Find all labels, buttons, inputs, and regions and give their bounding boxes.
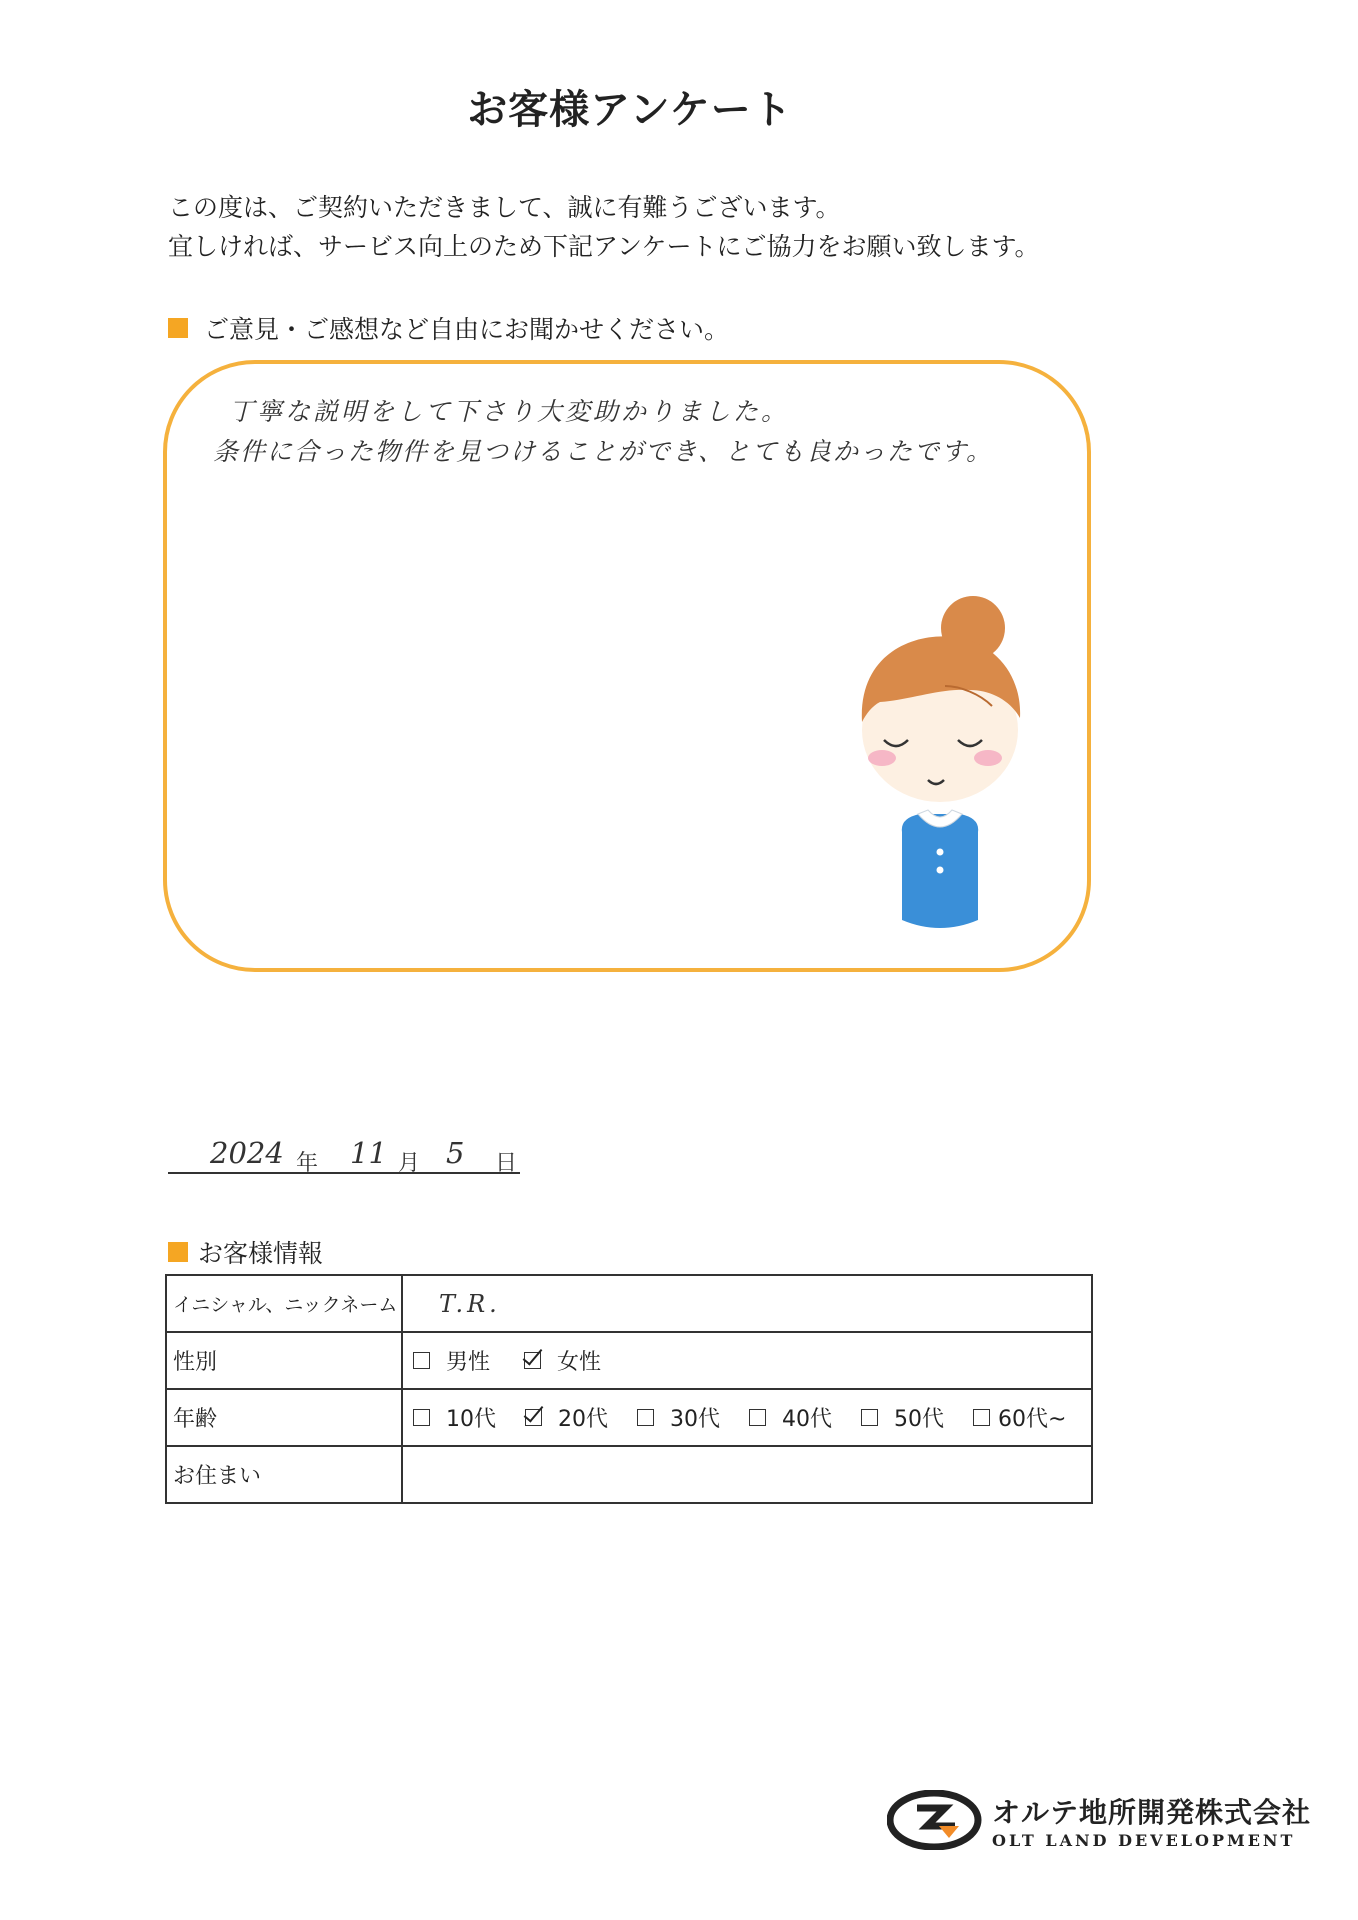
button-2 bbox=[937, 867, 944, 874]
orange-square-icon bbox=[168, 318, 188, 338]
age-option-40s[interactable] bbox=[749, 1402, 832, 1433]
opinion-heading bbox=[168, 310, 729, 346]
company-logo-icon bbox=[887, 1790, 982, 1850]
age-option-50s[interactable] bbox=[861, 1402, 944, 1433]
gender-option-male[interactable] bbox=[413, 1345, 490, 1376]
residence-label: お住まい bbox=[166, 1446, 402, 1503]
date-year: 2024 bbox=[210, 1136, 284, 1170]
gender-label: 性別 bbox=[166, 1332, 402, 1389]
button-1 bbox=[937, 849, 944, 856]
comment-line-1: 丁寧な説明をして下さり大変助かりました。 bbox=[229, 397, 790, 426]
gender-option-label: 女性 bbox=[557, 1350, 602, 1375]
company-logo bbox=[887, 1790, 1311, 1850]
customer-info-table bbox=[165, 1274, 1093, 1504]
gender-row bbox=[166, 1332, 1092, 1389]
checkbox-60s-plus[interactable] bbox=[973, 1409, 990, 1426]
bowing-staff-illustration bbox=[840, 590, 1040, 970]
intro-line-2: 宜しければ、サービス向上のため下記アンケートにご協力をお願い致します。 bbox=[168, 232, 1040, 261]
checkbox-female[interactable] bbox=[524, 1352, 541, 1369]
intro-text bbox=[168, 188, 1040, 266]
initials-value: T.R. bbox=[439, 1289, 501, 1318]
age-option-20s[interactable] bbox=[525, 1402, 608, 1433]
gender-option-label: 男性 bbox=[446, 1350, 491, 1375]
checkbox-50s[interactable] bbox=[861, 1409, 878, 1426]
age-option-label: 50代 bbox=[894, 1407, 944, 1432]
comment-line-2: 条件に合った物件を見つけることができ、とても良かったです。 bbox=[213, 437, 994, 466]
initials-field[interactable] bbox=[402, 1275, 1092, 1332]
customer-heading bbox=[168, 1234, 323, 1270]
initials-label: イニシャル、ニックネーム bbox=[166, 1275, 402, 1332]
age-option-label: 10代 bbox=[446, 1407, 496, 1432]
opinion-heading-text: ご意見・ご感想など自由にお聞かせください。 bbox=[204, 315, 730, 344]
left-cheek bbox=[868, 750, 896, 766]
date-month: 11 bbox=[350, 1136, 387, 1170]
gender-options bbox=[402, 1332, 1092, 1389]
customer-heading-text: お客様情報 bbox=[198, 1239, 324, 1268]
age-option-label: 20代 bbox=[558, 1407, 608, 1432]
company-name-jp: オルテ地所開発株式会社 bbox=[992, 1795, 1312, 1829]
orange-square-icon bbox=[168, 1242, 188, 1262]
checkbox-male[interactable] bbox=[413, 1352, 430, 1369]
gender-option-female[interactable] bbox=[524, 1345, 601, 1376]
date-day: 5 bbox=[446, 1136, 465, 1170]
date-month-unit: 月 bbox=[398, 1151, 421, 1176]
residence-field[interactable] bbox=[402, 1446, 1092, 1503]
page-title: お客様アンケート bbox=[467, 87, 793, 133]
checkbox-20s[interactable] bbox=[525, 1409, 542, 1426]
age-row bbox=[166, 1389, 1092, 1446]
residence-row bbox=[166, 1446, 1092, 1503]
checkbox-40s[interactable] bbox=[749, 1409, 766, 1426]
age-option-60s-plus[interactable] bbox=[973, 1402, 1066, 1433]
age-option-label: 40代 bbox=[782, 1407, 832, 1432]
intro-line-1: この度は、ご契約いただきまして、誠に有難うございます。 bbox=[168, 193, 841, 222]
checkbox-10s[interactable] bbox=[413, 1409, 430, 1426]
age-option-10s[interactable] bbox=[413, 1402, 496, 1433]
date-underline bbox=[168, 1172, 520, 1174]
right-cheek bbox=[974, 750, 1002, 766]
age-options bbox=[402, 1389, 1092, 1446]
company-name-en: OLT LAND DEVELOPMENT bbox=[992, 1830, 1296, 1850]
date-year-unit: 年 bbox=[296, 1151, 319, 1176]
age-option-label: 30代 bbox=[670, 1407, 720, 1432]
age-option-30s[interactable] bbox=[637, 1402, 720, 1433]
checkbox-30s[interactable] bbox=[637, 1409, 654, 1426]
date-day-unit: 日 bbox=[495, 1151, 518, 1176]
age-option-label: 60代~ bbox=[998, 1407, 1067, 1432]
age-label: 年齢 bbox=[166, 1389, 402, 1446]
initials-row bbox=[166, 1275, 1092, 1332]
